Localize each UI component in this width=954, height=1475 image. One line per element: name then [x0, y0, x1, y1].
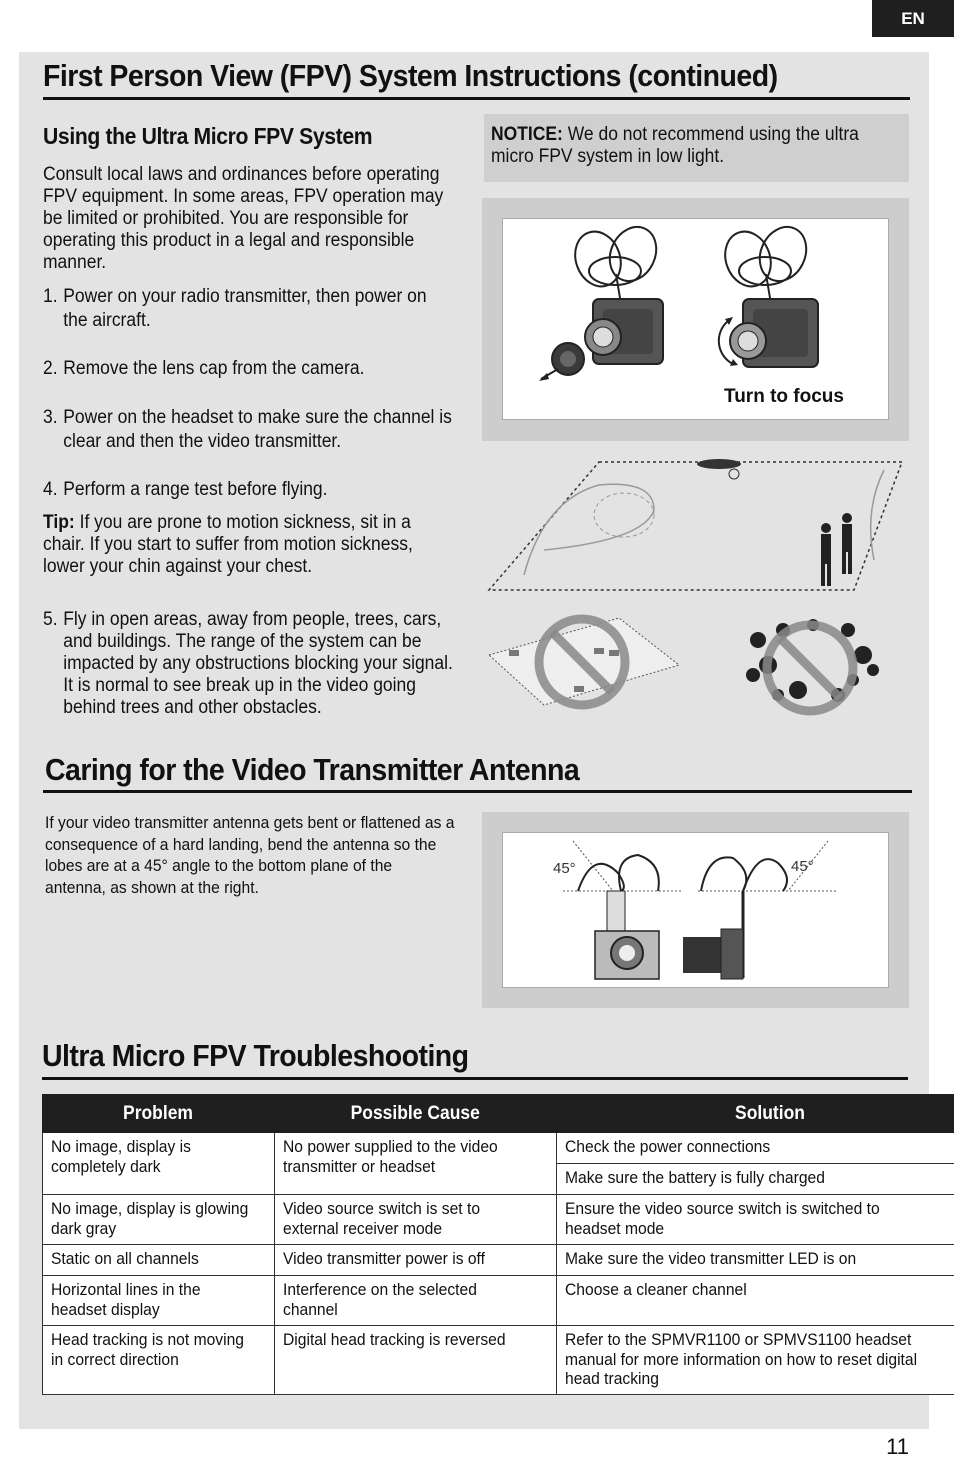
no-trees-illustration — [738, 610, 888, 720]
fpv-section-title: First Person View (FPV) System Instructions (continued) — [43, 58, 778, 93]
problem-cell: No image, display is completely dark — [43, 1133, 275, 1195]
range-test-illustration — [484, 450, 909, 600]
step-2 — [43, 357, 455, 381]
cause-cell: Video source switch is set to external receiver mode — [275, 1195, 557, 1245]
step-text: Power on the headset to make sure the channel is clear and then the video transmitter. — [63, 407, 452, 452]
step-text: Perform a range test before flying. — [63, 479, 328, 500]
problem-cell: Horizontal lines in the headset display — [43, 1276, 275, 1326]
step-3 — [43, 406, 455, 454]
cause-cell: No power supplied to the video transmitter or headset — [275, 1133, 557, 1195]
troubleshooting-table — [42, 1094, 954, 1395]
solution-cell: Choose a cleaner channel — [557, 1276, 954, 1326]
step-1 — [43, 285, 455, 333]
angle-label-left: 45° — [553, 860, 576, 877]
solution-cell: Make sure the battery is fully charged — [557, 1164, 954, 1195]
tip-label: Tip: — [43, 512, 75, 533]
language-tab: EN — [872, 0, 954, 37]
problem-cell: Static on all channels — [43, 1245, 275, 1276]
table-row — [43, 1133, 954, 1164]
antenna-text: If your video transmitter antenna gets bent or flattened as a consequence of a hard landing, bend the antenna so the lobes are at a 45° angle to the bottom plane of the antenna, as shown at the right. — [45, 813, 455, 897]
step-text: Power on your radio transmitter, then power on the aircraft. — [63, 286, 427, 331]
step-number: 3. — [43, 407, 58, 428]
fpv-intro: Consult local laws and ordinances before operating FPV equipment. In some areas, FPV operation may be limited or prohibited. You are responsible for operating this product in a legal and responsible manner. — [43, 164, 444, 273]
table-row — [43, 1276, 954, 1326]
cause-cell: Interference on the selected channel — [275, 1276, 557, 1326]
table-row — [43, 1245, 954, 1276]
header-cause: Possible Cause — [275, 1095, 557, 1133]
solution-cell: Refer to the SPMVR1100 or SPMVS1100 headset manual for more information on how to reset digital head tracking — [557, 1326, 954, 1395]
troubleshooting-section-title: Ultra Micro FPV Troubleshooting — [42, 1038, 469, 1073]
tip-paragraph — [43, 512, 455, 578]
step-text: Fly in open areas, away from people, trees, cars, and buildings. The range of the system can be impacted by any obstructions blocking your signal. It is normal to see break up in the video going behind trees and other obstacles. — [63, 609, 453, 718]
notice-label: NOTICE: — [491, 124, 563, 145]
table-header-row — [43, 1095, 954, 1133]
notice-body: We do not recommend using the ultra micro FPV system in low light. — [491, 124, 859, 167]
antenna-title-rule — [43, 790, 912, 793]
solution-cell: Check the power connections — [557, 1133, 954, 1164]
solution-cell: Make sure the video transmitter LED is on — [557, 1245, 954, 1276]
step-number: 2. — [43, 358, 58, 379]
step-4 — [43, 478, 455, 502]
cause-cell: Digital head tracking is reversed — [275, 1326, 557, 1395]
step-5 — [43, 609, 455, 719]
step-text: Remove the lens cap from the camera. — [63, 358, 365, 379]
step-number: 4. — [43, 479, 58, 500]
title-rule — [43, 97, 910, 100]
camera-figure — [482, 198, 909, 441]
no-cars-illustration — [484, 610, 684, 720]
notice-box — [484, 114, 909, 182]
angle-label-right: 45° — [791, 858, 814, 875]
header-problem: Problem — [43, 1095, 275, 1133]
problem-cell: Head tracking is not moving in correct direction — [43, 1326, 275, 1395]
notice-text — [491, 124, 905, 168]
antenna-section-title: Caring for the Video Transmitter Antenna — [45, 752, 580, 787]
fpv-subtitle: Using the Ultra Micro FPV System — [43, 123, 373, 149]
step-number: 1. — [43, 286, 58, 307]
table-row — [43, 1326, 954, 1395]
cause-cell: Video transmitter power is off — [275, 1245, 557, 1276]
header-solution: Solution — [557, 1095, 954, 1133]
focus-caption: Turn to focus — [724, 386, 844, 407]
tip-text: If you are prone to motion sickness, sit in a chair. If you start to suffer from motion sickness, lower your chin against your chest. — [43, 512, 413, 577]
step-number: 5. — [43, 609, 58, 630]
page-number: 11 — [886, 1434, 909, 1459]
antenna-illustration — [503, 833, 888, 987]
table-row — [43, 1195, 954, 1245]
troubleshooting-title-rule — [42, 1077, 908, 1080]
camera-illustration — [503, 219, 888, 419]
solution-cell: Ensure the video source switch is switched to headset mode — [557, 1195, 954, 1245]
problem-cell: No image, display is glowing dark gray — [43, 1195, 275, 1245]
antenna-figure — [482, 812, 909, 1008]
